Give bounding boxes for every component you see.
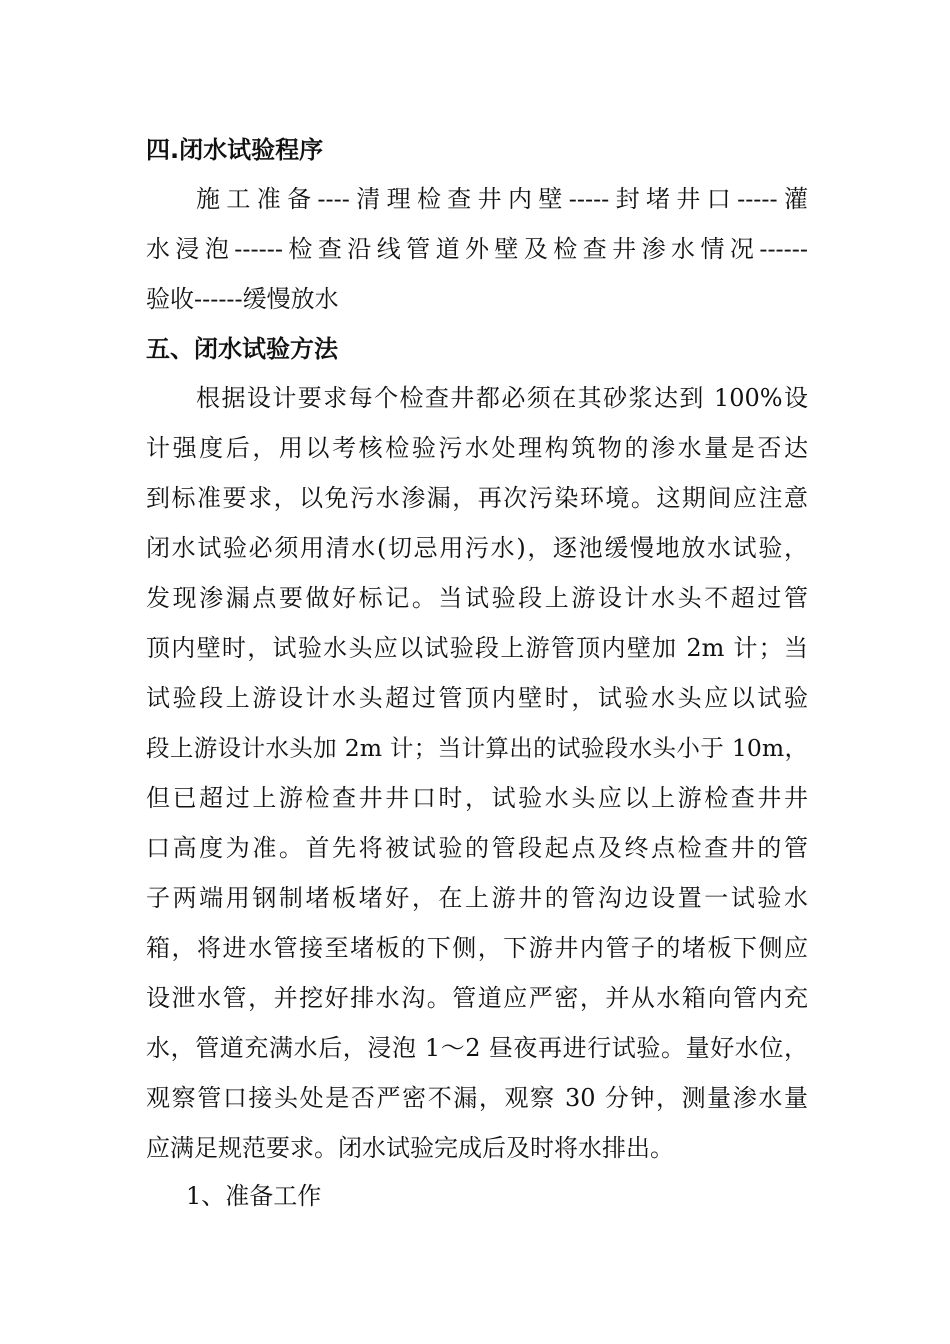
section-4-heading: 四.闭水试验程序: [146, 136, 324, 164]
section-4-line-3: 验收------缓慢放水: [146, 285, 339, 313]
section-5-line-5: 发现渗漏点要做好标记。当试验段上游设计水头不超过管: [146, 584, 808, 612]
subsection-1-heading: 1、准备工作: [186, 1182, 322, 1210]
section-5-line-3: 到标准要求，以免污水渗漏，再次污染环境。这期间应注意: [146, 484, 808, 512]
section-5-line-8: 段上游设计水头加 2m 计；当计算出的试验段水头小于 10m，: [146, 734, 808, 762]
section-4-line-1: 施工准备----清理检查井内壁-----封堵井口-----灌: [196, 185, 808, 213]
section-5-line-1: 根据设计要求每个检查井都必须在其砂浆达到 100%设: [196, 384, 808, 412]
section-5-line-13: 设泄水管，并挖好排水沟。管道应严密，并从水箱向管内充: [146, 984, 808, 1012]
section-5-line-2: 计强度后，用以考核检验污水处理构筑物的渗水量是否达: [146, 434, 808, 462]
section-5-line-10: 口高度为准。首先将被试验的管段起点及终点检查井的管: [146, 834, 808, 862]
section-5-line-9: 但已超过上游检查井井口时，试验水头应以上游检查井井: [146, 784, 808, 812]
section-5-line-7: 试验段上游设计水头超过管顶内壁时，试验水头应以试验: [146, 684, 808, 712]
section-5-heading: 五、闭水试验方法: [146, 335, 338, 363]
section-4-line-2: 水浸泡------检查沿线管道外壁及检查井渗水情况------: [146, 235, 808, 263]
section-5-line-16: 应满足规范要求。闭水试验完成后及时将水排出。: [146, 1134, 674, 1162]
section-5-line-15: 观察管口接头处是否严密不漏，观察 30 分钟，测量渗水量: [146, 1084, 808, 1112]
section-5-line-6: 顶内壁时，试验水头应以试验段上游管顶内壁加 2m 计；当: [146, 634, 808, 662]
section-5-line-11: 子两端用钢制堵板堵好，在上游井的管沟边设置一试验水: [146, 884, 808, 912]
section-5-line-14: 水，管道充满水后，浸泡 1～2 昼夜再进行试验。量好水位，: [146, 1034, 808, 1062]
section-5-line-4: 闭水试验必须用清水(切忌用污水)，逐池缓慢地放水试验，: [146, 534, 808, 562]
section-5-line-12: 箱，将进水管接至堵板的下侧，下游井内管子的堵板下侧应: [146, 934, 808, 962]
